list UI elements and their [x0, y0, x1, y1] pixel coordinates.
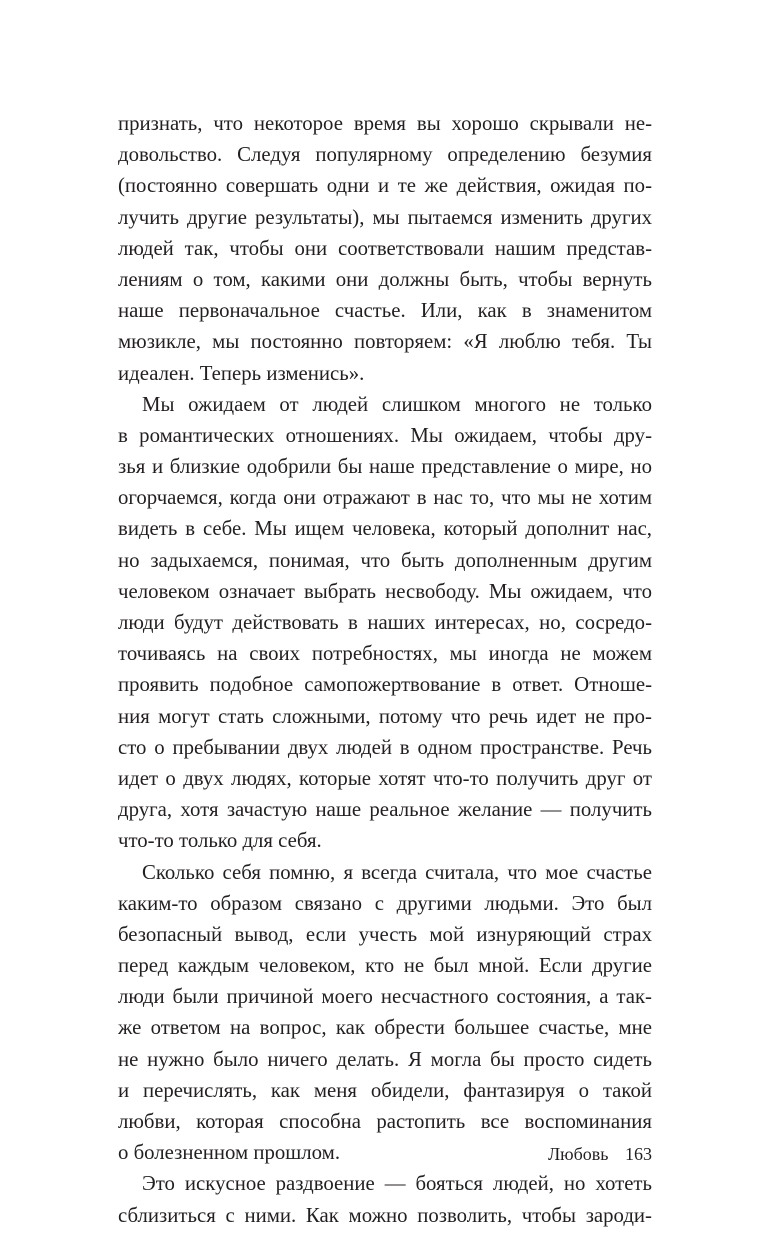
- text-line: сблизиться с ними. Как можно позволить, чтобы зароди-: [118, 1203, 652, 1227]
- text-line: Мы ожидаем от людей слишком многого не только: [142, 392, 652, 416]
- text-line: люди были причиной моего несчастного состояния, а так-: [118, 985, 652, 1009]
- text-line: точиваясь на своих потребностях, мы иногда не можем: [118, 642, 652, 666]
- text-line: лучить другие результаты), мы пытаемся изменить других: [118, 205, 652, 229]
- text-line: о болезненном прошлом.: [118, 1141, 341, 1165]
- paragraph: [118, 389, 652, 857]
- text-line: людей так, чтобы они соответствовали нашим представ-: [118, 236, 652, 260]
- page-number: 163: [625, 1144, 652, 1164]
- running-head: Любовь: [547, 1144, 609, 1164]
- text-line: сто о пребывании двух людей в одном пространстве. Речь: [118, 735, 652, 759]
- body-text: [118, 108, 652, 1231]
- text-line: и перечислять, как меня обидели, фантазируя о такой: [118, 1078, 652, 1102]
- text-line: довольство. Следуя популярному определению безумия: [118, 143, 652, 167]
- paragraph: [118, 857, 652, 1169]
- text-line: безопасный вывод, если учесть мой изнуряющий страх: [118, 922, 652, 946]
- text-line: что-то только для себя.: [118, 829, 322, 853]
- text-line: наше первоначальное счастье. Или, как в знаменитом: [118, 299, 652, 323]
- text-line: Сколько себя помню, я всегда считала, что мое счастье: [142, 860, 652, 884]
- text-line: проявить подобное самопожертвование в ответ. Отноше-: [118, 673, 652, 697]
- text-line: лениям о том, какими они должны быть, чтобы вернуть: [118, 267, 652, 291]
- text-line: любви, которая способна растопить все воспоминания: [118, 1110, 652, 1133]
- text-line: видеть в себе. Мы ищем человека, который дополнит нас,: [118, 517, 652, 541]
- text-line: люди будут действовать в наших интересах, но, сосредо-: [118, 611, 652, 634]
- text-line: человеком означает выбрать несвободу. Мы ожидаем, что: [118, 579, 652, 603]
- text-line: мюзикле, мы постоянно повторяем: «Я люблю тебя. Ты: [118, 330, 652, 354]
- text-line: каким-то образом связано с другими людьми. Это был: [118, 891, 652, 915]
- text-line: не нужно было ничего делать. Я могла бы просто сидеть: [118, 1047, 652, 1071]
- paragraph: [118, 108, 652, 389]
- text-line: в романтических отношениях. Мы ожидаем, чтобы дру-: [118, 423, 652, 447]
- text-line: огорчаемся, когда они отражают в нас то, что мы не хотим: [118, 486, 652, 510]
- text-line: признать, что некоторое время вы хорошо скрывали не-: [118, 112, 652, 135]
- text-line: Это искусное раздвоение — бояться людей, но хотеть: [142, 1172, 652, 1196]
- paragraph: [118, 1168, 652, 1230]
- page-footer: [500, 1142, 652, 1166]
- text-line: зья и близкие одобрили бы наше представление о мире, но: [118, 455, 652, 479]
- text-line: ния могут стать сложными, потому что речь идет не про-: [118, 704, 652, 728]
- text-line: идет о двух людях, которые хотят что-то получить друг от: [118, 766, 652, 790]
- text-line: перед каждым человеком, кто не был мной. Если другие: [118, 954, 652, 978]
- text-line: друга, хотя зачастую наше реальное желание — получить: [118, 798, 652, 822]
- text-line: но задыхаемся, понимая, что быть дополненным другим: [118, 548, 652, 572]
- text-line: же ответом на вопрос, как обрести большее счастье, мне: [118, 1016, 652, 1040]
- text-line: идеален. Теперь изменись».: [118, 361, 365, 385]
- text-line: (постоянно совершать одни и те же действия, ожидая по-: [118, 174, 652, 198]
